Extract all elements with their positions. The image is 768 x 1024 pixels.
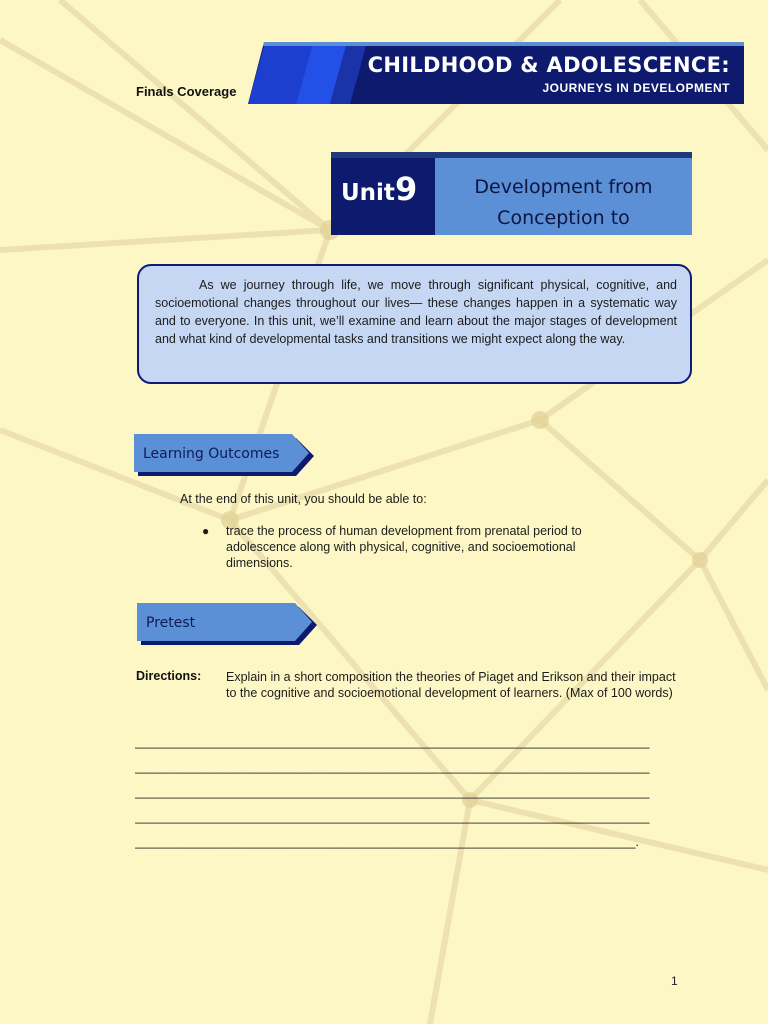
unit-number-panel [331,158,435,235]
learning-outcomes-intro: At the end of this unit, you should be able to: [180,492,427,506]
learning-outcomes-tag [134,434,314,476]
answer-line[interactable]: __________________________________________________________________________ [135,760,650,774]
finals-coverage-label: Finals Coverage [136,84,237,99]
learning-outcomes-list [202,523,632,571]
unit-title-line-1: Development from [474,176,653,198]
pretest-heading: Pretest [146,615,196,631]
pretest-tag [137,603,317,645]
answer-lines [135,735,680,860]
unit-introduction-box [137,264,692,384]
answer-line[interactable]: __________________________________________________________________________ [135,785,650,799]
page-number: 1 [671,974,678,988]
course-title-banner [248,42,744,104]
unit-word: Unit [341,180,395,206]
list-item [202,523,632,571]
bullet-icon: ● [202,524,210,538]
learning-outcome-text: trace the process of human development from prenatal period to adolescence along with physical, cognitive, and socioemotional dimensions. [226,524,582,570]
directions-text: Explain in a short composition the theories of Piaget and Erikson and their impact to the cognitive and socioemotional development of learners. (Max of 100 words) [226,670,676,700]
directions-label: Directions: [136,669,202,683]
unit-number: 9 [395,170,418,208]
answer-line[interactable]: ________________________________________________________________________. [135,835,640,849]
unit-heading-box [331,152,692,235]
course-title: CHILDHOOD & ADOLESCENCE: [367,53,730,77]
unit-title-line-2: Conception to [497,207,630,229]
learning-outcomes-heading: Learning Outcomes [143,446,280,462]
answer-line[interactable]: __________________________________________________________________________ [135,735,650,749]
answer-line[interactable]: __________________________________________________________________________ [135,810,650,824]
course-subtitle: JOURNEYS IN DEVELOPMENT [542,81,730,95]
unit-introduction-text: As we journey through life, we move through significant physical, cognitive, and socioemotional changes throughout our lives— these changes happen in a systematic way and to everyone. In this unit, we’ll examine and learn about the major stages of development and what kind of developmental tasks and transitions we might expect along the way. [155,278,677,346]
unit-title-panel [435,158,692,235]
